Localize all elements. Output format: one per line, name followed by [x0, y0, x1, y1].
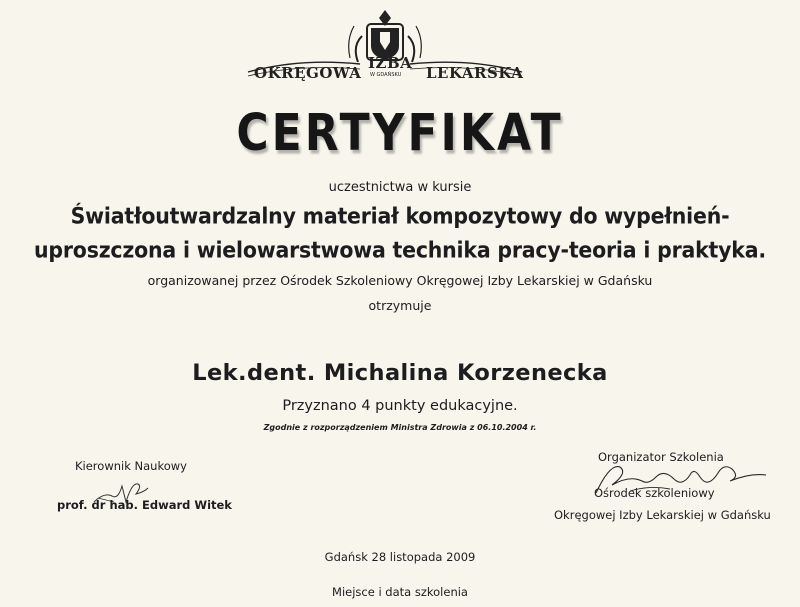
- chamber-logo: [240, 6, 530, 88]
- recipient-name: Lek.dent. Michalina Korzenecka: [192, 360, 608, 386]
- education-points: Przyznano 4 punkty edukacyjne.: [282, 398, 518, 414]
- scientific-head-name: prof. dr hab. Edward Witek: [57, 498, 232, 512]
- logo-text-right: LEKARSKA: [426, 64, 524, 82]
- receives-text: otrzymuje: [368, 298, 432, 313]
- place-date-label: Miejsce i data szkolenia: [332, 585, 468, 599]
- certificate-title: CERTYFIKAT: [236, 104, 564, 163]
- logo-text-center: IZBA: [368, 54, 413, 72]
- issue-date: Gdańsk 28 listopada 2009: [324, 550, 476, 564]
- logo-text-left: OKRĘGOWA: [254, 64, 362, 82]
- regulation-note: Zgodnie z rozporządzeniem Ministra Zdrowia z 06.10.2004 r.: [263, 423, 537, 432]
- organizer-center: Ośrodek szkoleniowy: [594, 486, 715, 500]
- course-title-line-2: uproszczona i wielowarstwowa technika pracy-teoria i praktyka.: [34, 237, 766, 263]
- chamber-emblem-icon: [240, 6, 530, 88]
- logo-text-small: W GDAŃSKU: [370, 72, 402, 78]
- scientific-head-label: Kierownik Naukowy: [75, 459, 187, 473]
- organizer-label: Organizator Szkolenia: [598, 450, 724, 464]
- organizer-line: organizowanej przez Ośrodek Szkoleniowy Okręgowej Izby Lekarskiej w Gdańsku: [147, 273, 653, 288]
- course-title-line-1: Światłoutwardzalny materiał kompozytowy do wypełnień-: [70, 203, 730, 229]
- organizer-chamber: Okręgowej Izby Lekarskiej w Gdańsku: [554, 508, 771, 522]
- certificate-subtitle: uczestnictwa w kursie: [328, 180, 472, 195]
